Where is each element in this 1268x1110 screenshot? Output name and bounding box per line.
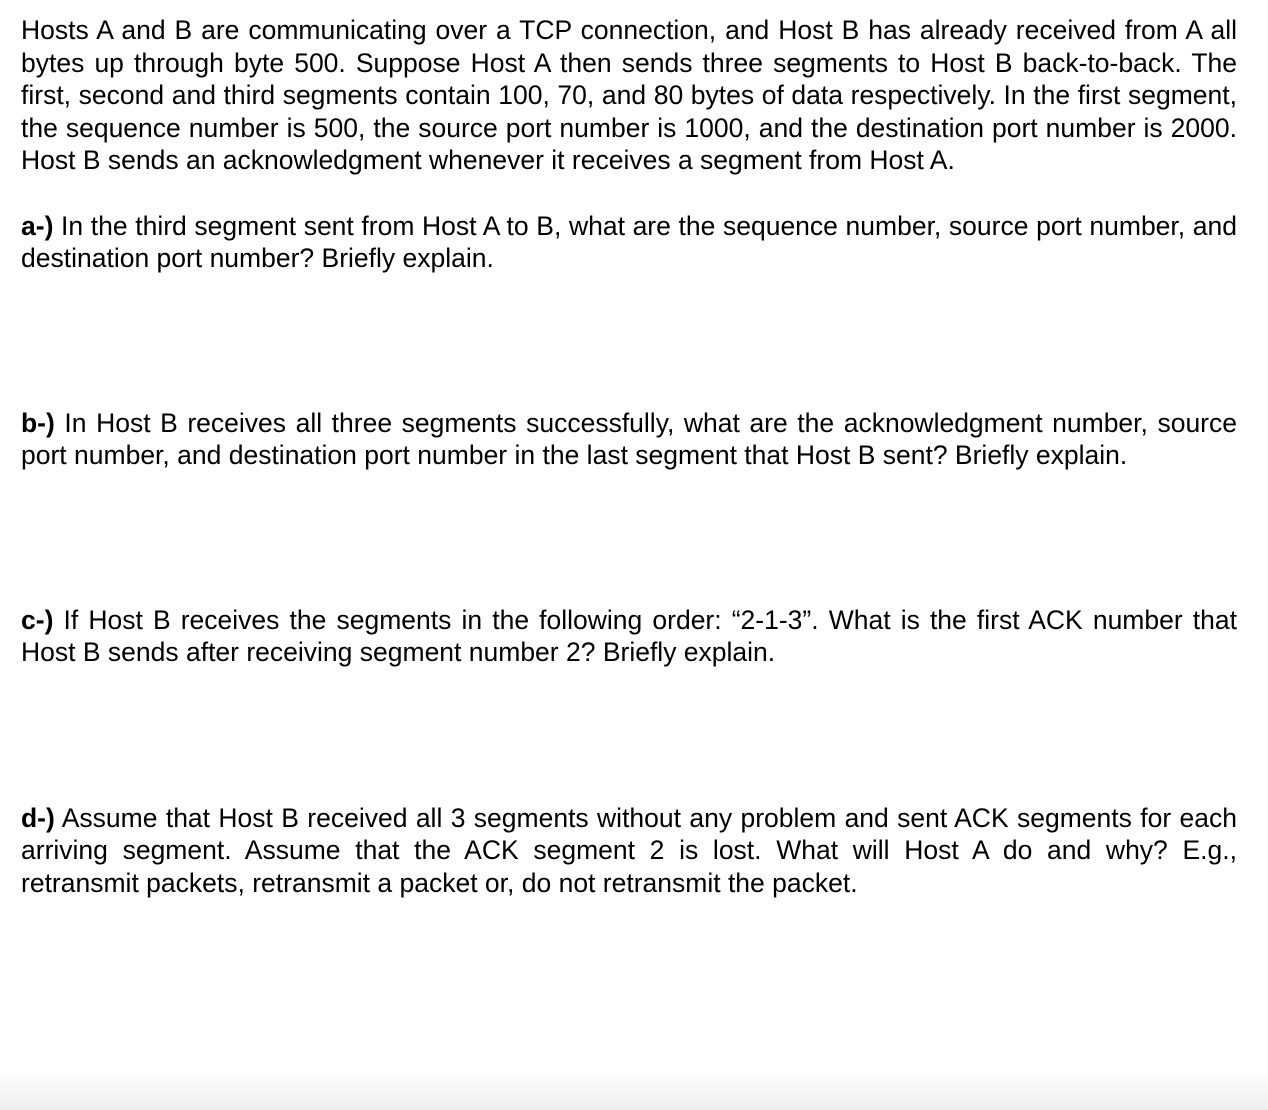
page-bottom-shadow (0, 1070, 1268, 1110)
question-c (21, 604, 1237, 669)
question-b (21, 407, 1237, 472)
question-b-text: In Host B receives all three segments successfully, what are the acknowledgment number, source port number, and destination port number in the last segment that Host B sent? Briefly explain. (21, 407, 1237, 470)
question-a (21, 210, 1237, 275)
problem-intro: Hosts A and B are communicating over a TCP connection, and Host B has already received from A all bytes up through byte 500. Suppose Host A then sends three segments to Host B back-to-back. The first, second and third segments contain 100, 70, and 80 bytes of data respectively. In the first segment, the sequence number is 500, the source port number is 1000, and the destination port number is 2000. Host B sends an acknowledgment whenever it receives a segment from Host A. (21, 15, 1237, 175)
question-d-label: d-) (21, 802, 55, 833)
question-b-label: b-) (21, 407, 55, 438)
question-c-label: c-) (21, 604, 54, 635)
question-d (21, 802, 1237, 900)
question-a-text: In the third segment sent from Host A to B, what are the sequence number, source port number, and destination port number? Briefly explain. (21, 210, 1237, 273)
question-c-text: If Host B receives the segments in the following order: “2-1-3”. What is the first ACK number that Host B sends after receiving segment number 2? Briefly explain. (21, 604, 1237, 667)
question-d-text: Assume that Host B received all 3 segments without any problem and sent ACK segments for each arriving segment. Assume that the ACK segment 2 is lost. What will Host A do and why? E.g., retransmit packets, retransmit a packet or, do not retransmit the packet. (21, 802, 1237, 898)
document-page (21, 14, 1237, 899)
question-a-label: a-) (21, 210, 54, 241)
